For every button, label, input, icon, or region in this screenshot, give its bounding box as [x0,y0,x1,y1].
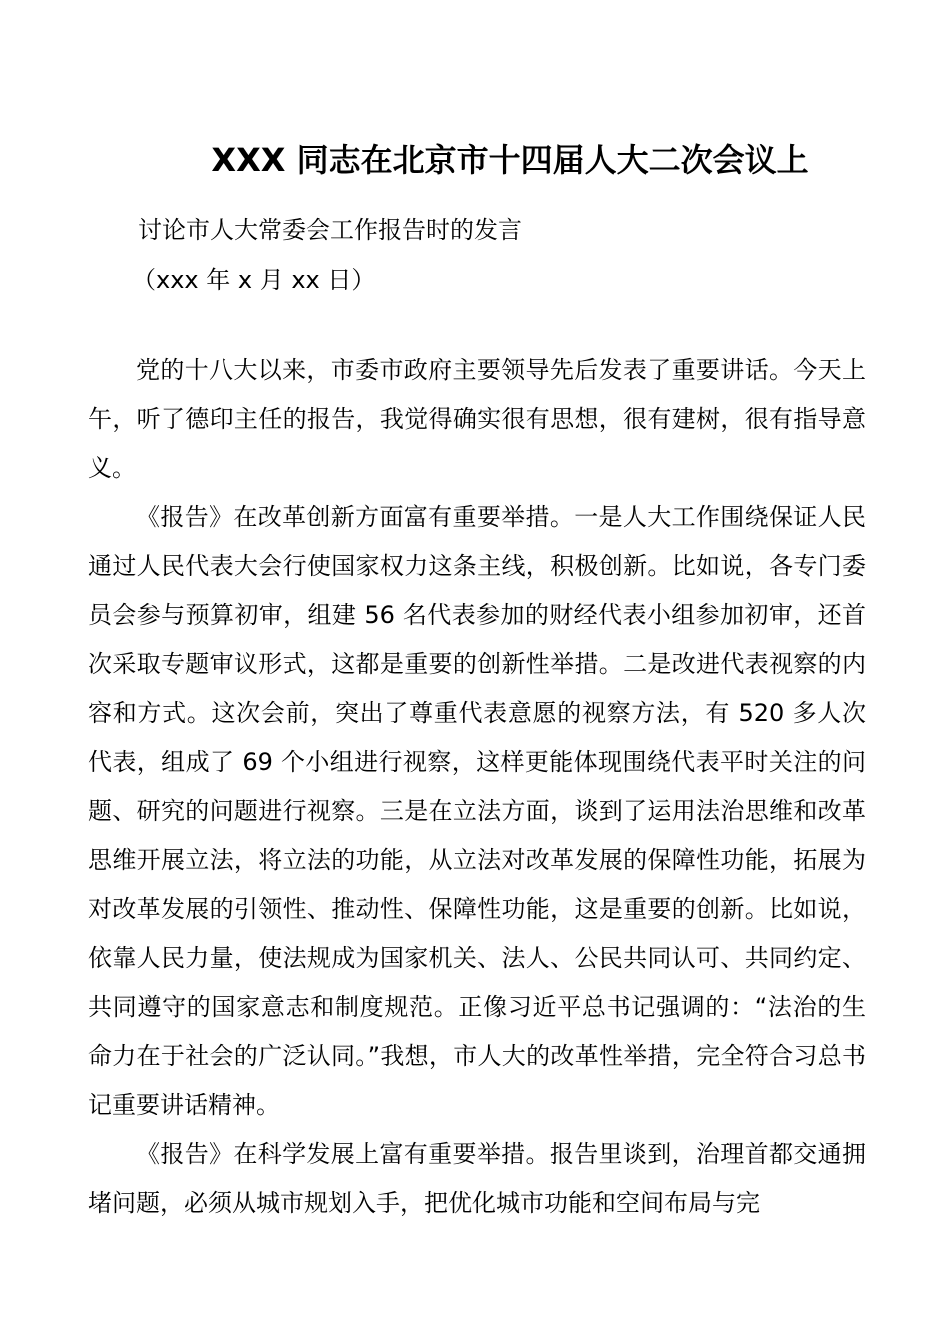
paragraph: 《报告》在科学发展上富有重要举措。报告里谈到，治理首都交通拥堵问题，必须从城市规划入手，把优化城市功能和空间布局与完 [88,1140,866,1217]
paragraph: 《报告》在改革创新方面富有重要举措。一是人大工作围绕保证人民通过人民代表大会行使国家权力这条主线，积极创新。比如说，各专门委员会参与预算初审，组建 56 名代表参加的财经代表小组参加初审，还首次采取专题审议形式，这都是重要的创新性举措。二是改进代表视察的内容和方式。这次会前，突出了尊重代表意愿的视察方法，有 520 多人次代表，组成了 69 个小组进行视察，这样更能体现围绕代表平时关注的问题、研究的问题进行视察。三是在立法方面，谈到了运用法治思维和改革思维开展立法，将立法的功能，从立法对改革发展的保障性功能，拓展为对改革发展的引领性、推动性、保障性功能，这是重要的创新。比如说，依靠人民力量，使法规成为国家机关、法人、公民共同认可、共同约定、共同遵守的国家意志和制度规范。正像习近平总书记强调的：“法治的生命力在于社会的广泛认同。”我想，市人大的改革性举措，完全符合习总书记重要讲话精神。 [88,503,866,1119]
document-title: XXX 同志在北京市十四届人大二次会议上 [211,141,809,179]
paragraph: 党的十八大以来，市委市政府主要领导先后发表了重要讲话。今天上午，听了德印主任的报告，我觉得确实很有思想，很有建树，很有指导意义。 [88,356,866,482]
document-subtitle: 讨论市人大常委会工作报告时的发言 [138,216,522,244]
document-date: （xxx 年 x 月 xx 日） [132,266,376,294]
document-body [88,346,866,1228]
